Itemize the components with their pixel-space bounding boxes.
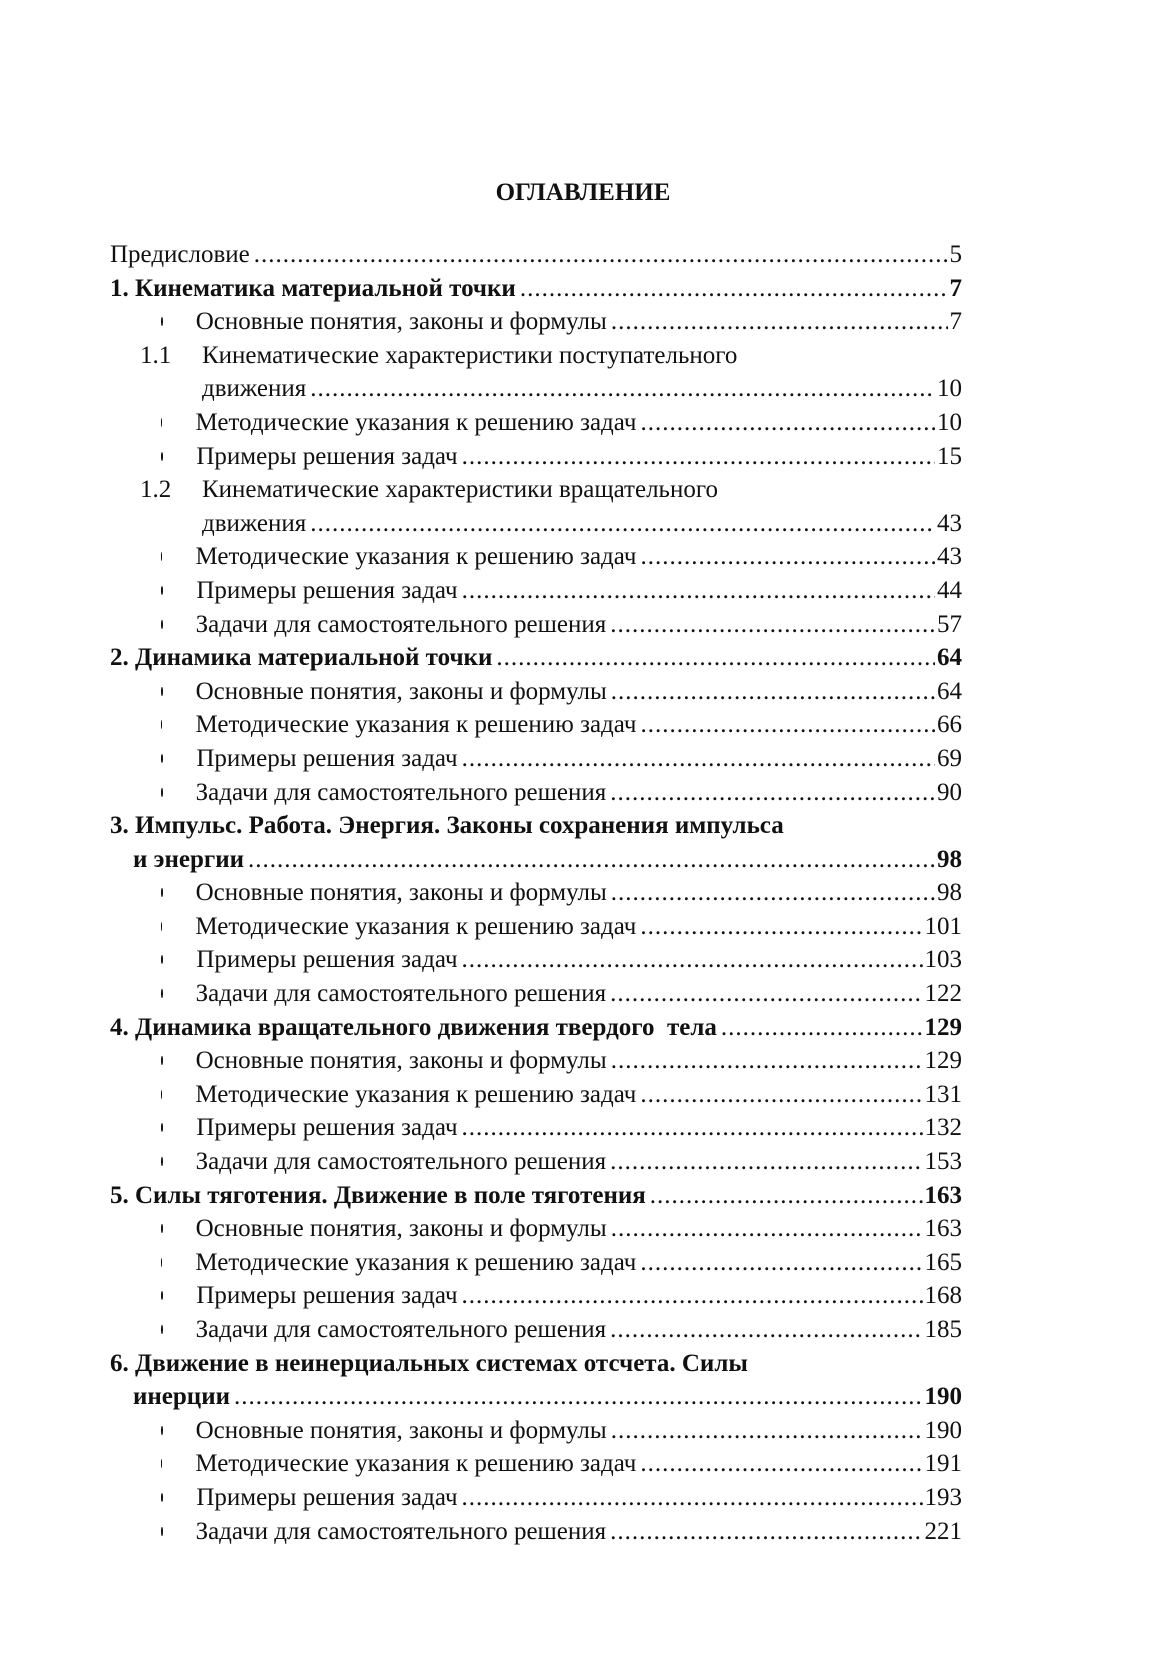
toc-page-number: 132 [924,1114,962,1142]
toc-entry-title: Методические указания к решению задач [195,408,637,436]
toc-page-number: 129 [924,1047,962,1075]
toc-chapter-title: 4. Динамика вращательного движения твердого тела [110,1013,717,1041]
toc-page-number: 122 [924,980,962,1008]
bullet-icon [161,989,163,998]
dot-leader [310,507,935,541]
toc-entry-title: Примеры решения задач [196,442,458,470]
toc-page-number: 10 [937,375,962,403]
toc-entry[interactable] [110,943,962,977]
toc-entry[interactable] [110,1481,962,1515]
dot-leader [462,440,935,474]
toc-section-1-2-continued[interactable] [110,507,962,541]
toc-entry-title: Задачи для самостоятельного решения [195,1316,607,1343]
toc-entry-title: Методические указания к решению задач [195,1450,637,1478]
page-title: ОГЛАВЛЕНИЕ [495,179,671,206]
dot-leader [640,406,935,440]
dot-leader [640,540,935,574]
toc-entry-title: Основные понятия, законы и формулы [195,1215,607,1243]
toc-chapter-title: 5. Силы тяготения. Движение в поле тяготения [110,1181,646,1209]
dot-leader [611,675,935,709]
toc-entry[interactable] [110,675,962,709]
toc-entry[interactable] [110,1145,962,1179]
toc-entry-title: Основные понятия, законы и формулы [195,1416,607,1444]
toc-entry-title: Основные понятия, законы и формулы [195,879,607,907]
toc-entry[interactable] [110,406,962,440]
toc-entry[interactable] [110,1515,962,1549]
dot-leader [611,876,935,910]
dot-leader [462,943,923,977]
toc-entry-title: Задачи для самостоятельного решения [195,778,607,806]
toc-page-number: 153 [924,1148,962,1176]
toc-page-number: 193 [924,1483,962,1511]
toc-entry-preface[interactable] [110,238,962,272]
toc-entry[interactable] [110,440,962,474]
dot-leader [462,1111,923,1145]
toc-page-number: 43 [937,509,962,537]
dot-leader [610,1145,922,1179]
bullet-icon [161,552,162,561]
bullet-icon [161,1459,162,1468]
toc-page-number: 98 [937,879,962,907]
toc-chapter-1[interactable] [110,272,962,306]
toc-entry[interactable] [110,708,962,742]
toc-entry[interactable] [110,1246,962,1280]
toc-entry[interactable] [110,608,962,642]
toc-entry-title: Основные понятия, законы и формулы [195,1047,607,1075]
dot-leader [496,641,935,675]
dot-leader [721,1011,923,1045]
toc-chapter-3[interactable] [110,809,962,843]
dot-leader [462,1481,923,1515]
dot-leader [610,1313,922,1347]
bullet-icon [161,720,162,729]
toc-chapter-5[interactable] [110,1179,962,1213]
dot-leader [310,372,935,406]
toc-section-number: 1.1 [140,341,172,369]
bullet-icon [161,1527,163,1536]
toc-entry[interactable] [110,1279,962,1313]
toc-entry[interactable] [110,1111,962,1145]
toc-entry-title: Примеры решения задач [196,744,458,772]
dot-leader [254,238,948,272]
bullet-icon [161,418,162,427]
toc-section-title-continued: движения [202,375,307,403]
toc-entry-title: Основные понятия, законы и формулы [195,677,607,705]
toc-entry-title: Методические указания к решению задач [195,1248,637,1276]
toc-page-number: 15 [937,442,962,470]
toc-page-number: 44 [937,576,962,604]
toc-entry-title: Методические указания к решению задач [195,711,637,739]
toc-entry[interactable] [110,1313,962,1347]
toc-chapter-4[interactable] [110,1011,962,1045]
toc-section-1-1[interactable] [110,339,962,373]
toc-chapter-6[interactable] [110,1347,962,1381]
toc-entry-title: Предисловие [110,241,250,268]
toc-page-number: 191 [924,1450,962,1478]
dot-leader [640,1246,922,1280]
dot-leader [611,305,948,339]
bullet-icon [161,1325,163,1334]
bullet-icon [161,1157,163,1166]
dot-leader [462,1279,923,1313]
toc-page-number: 221 [924,1517,962,1545]
toc-entry-title: Примеры решения задач [196,946,458,974]
toc-chapter-title-continued: и энергии [133,845,245,873]
toc-page-number: 165 [924,1248,962,1276]
toc-entry[interactable] [110,910,962,944]
dot-leader [650,1179,923,1213]
toc-entry-title: Методические указания к решению задач [195,1080,637,1108]
dot-leader [611,1414,923,1448]
toc-section-number: 1.2 [140,476,172,504]
bullet-icon [161,1224,163,1233]
toc-section-title-continued: движения [202,509,307,537]
toc-chapter-6-continued[interactable] [110,1380,962,1414]
dot-leader [610,776,935,810]
toc-chapter-title: 3. Импульс. Работа. Энергия. Законы сохранения импульса [110,812,784,840]
dot-leader [248,843,935,877]
toc-entry[interactable] [110,776,962,810]
toc-chapter-2[interactable] [110,641,962,675]
toc-page-number: 57 [937,610,962,638]
toc-page-number: 163 [924,1215,962,1243]
toc-entry[interactable] [110,305,962,339]
toc-entry-title: Методические указания к решению задач [195,543,637,571]
dot-leader [462,574,935,608]
toc-page-number: 131 [924,1080,962,1108]
toc-page-number: 90 [937,778,962,806]
bullet-icon [161,754,163,763]
bullet-icon [161,1090,162,1099]
dot-leader [610,1515,922,1549]
toc-section-1-2[interactable] [110,473,962,507]
bullet-icon [161,1291,163,1300]
toc-entry[interactable] [110,1414,962,1448]
toc-page-number: 103 [924,946,962,974]
toc-page-number: 129 [924,1013,962,1041]
toc-page-number: 7 [949,308,962,336]
bullet-icon [161,452,163,461]
toc-chapter-title-continued: инерции [133,1383,231,1411]
dot-leader [234,1380,922,1414]
toc-entry-title: Задачи для самостоятельного решения [195,980,607,1008]
toc-entry[interactable] [110,1212,962,1246]
bullet-icon [161,687,163,696]
bullet-icon [161,788,163,797]
bullet-icon [161,955,163,964]
dot-leader [610,977,922,1011]
bullet-icon [161,1493,163,1502]
toc-page-number: 190 [924,1383,962,1411]
toc-chapter-title: 1. Кинематика материальной точки [110,274,516,302]
bullet-icon [161,922,162,931]
bullet-icon [161,1426,163,1435]
dot-leader [520,272,948,306]
dot-leader [640,708,935,742]
toc-page-number: 98 [937,845,962,873]
toc-page-number: 163 [924,1181,962,1209]
toc-page-number: 66 [937,711,962,739]
toc-entry-title: Основные понятия, законы и формулы [195,308,607,336]
table-of-contents [110,238,962,1548]
toc-page-number: 185 [924,1316,962,1343]
toc-chapter-title: 6. Движение в неинерциальных системах отсчета. Силы [110,1349,748,1377]
toc-page-number: 10 [937,408,962,436]
toc-section-title: Кинематические характеристики вращательного [202,476,718,504]
toc-entry-title: Примеры решения задач [196,576,458,604]
toc-page-number: 5 [949,241,962,268]
toc-page-number: 190 [924,1416,962,1444]
bullet-icon [161,888,163,897]
toc-page-number: 69 [937,744,962,772]
toc-page-number: 64 [937,677,962,705]
bullet-icon [161,620,163,629]
toc-entry-title: Методические указания к решению задач [195,912,637,940]
toc-entry-title: Задачи для самостоятельного решения [195,1148,607,1176]
toc-entry[interactable] [110,1078,962,1112]
toc-page-number: 43 [937,543,962,571]
dot-leader [611,1044,923,1078]
toc-entry[interactable] [110,540,962,574]
toc-page-number: 101 [924,912,962,940]
toc-entry[interactable] [110,1447,962,1481]
toc-entry[interactable] [110,1044,962,1078]
dot-leader [640,1447,922,1481]
toc-page-number: 64 [937,644,962,672]
toc-entry[interactable] [110,876,962,910]
bullet-icon [161,1056,163,1065]
toc-entry-title: Задачи для самостоятельного решения [195,610,607,638]
toc-chapter-3-continued[interactable] [110,843,962,877]
toc-entry[interactable] [110,574,962,608]
toc-page-number: 168 [924,1282,962,1310]
dot-leader [462,742,935,776]
dot-leader [640,910,922,944]
toc-chapter-title: 2. Динамика материальной точки [110,644,493,672]
bullet-icon [161,1123,163,1132]
toc-entry-title: Задачи для самостоятельного решения [195,1517,607,1545]
toc-section-title: Кинематические характеристики поступательного [202,341,738,369]
bullet-icon [161,317,163,326]
bullet-icon [161,1258,162,1267]
toc-entry[interactable] [110,977,962,1011]
dot-leader [610,608,935,642]
toc-entry-title: Примеры решения задач [196,1282,458,1310]
toc-entry[interactable] [110,742,962,776]
toc-section-1-1-continued[interactable] [110,372,962,406]
bullet-icon [161,586,163,595]
toc-entry-title: Примеры решения задач [196,1114,458,1142]
dot-leader [611,1212,923,1246]
toc-entry-title: Примеры решения задач [196,1483,458,1511]
toc-page-number: 7 [949,274,962,302]
dot-leader [640,1078,922,1112]
